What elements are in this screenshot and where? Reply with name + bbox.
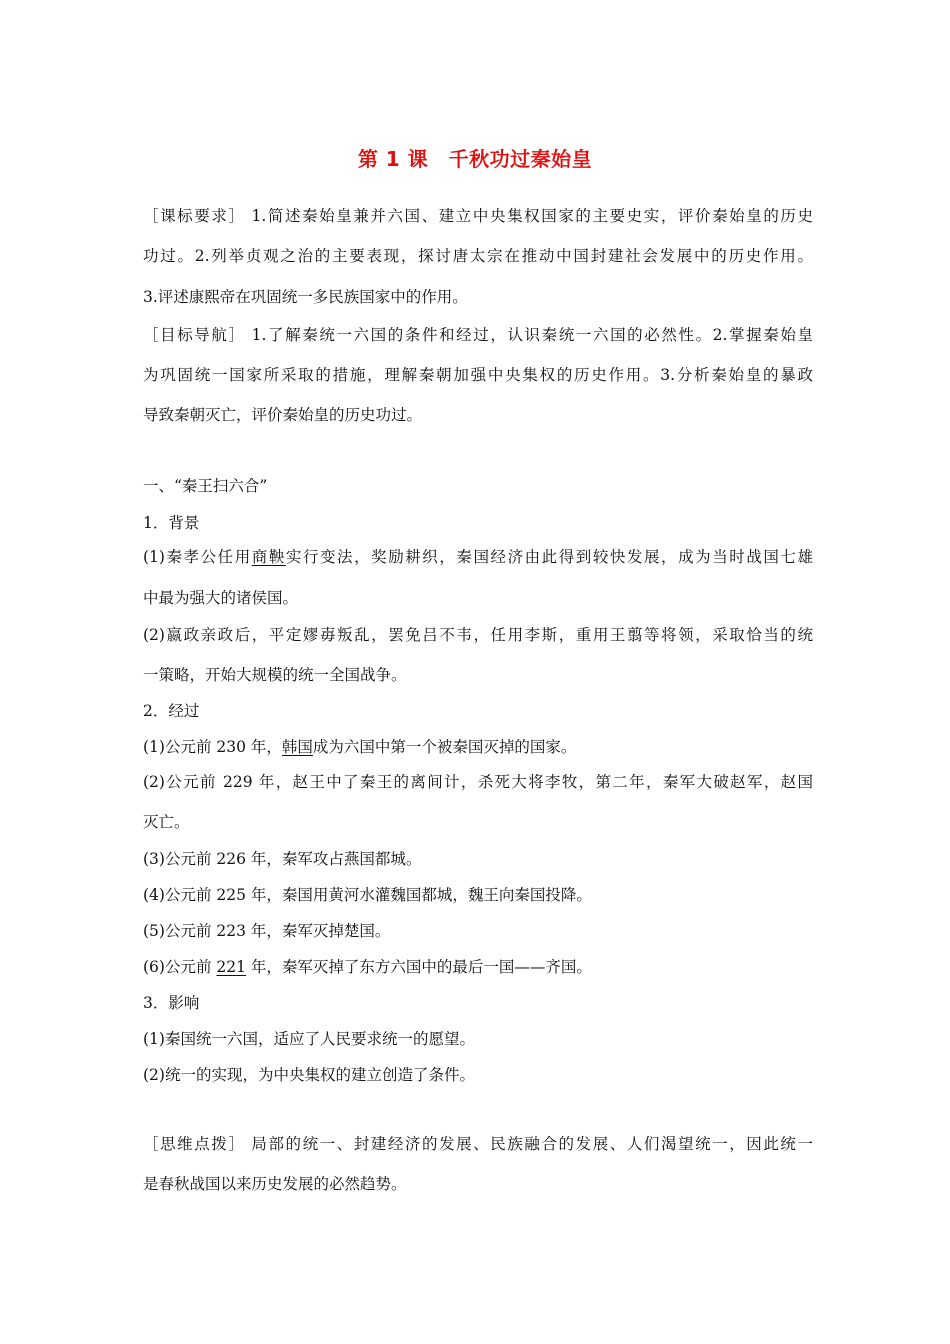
standards-line-2: 功过。2.列举贞观之治的主要表现，探讨唐太宗在推动中国封建社会发展中的历史作用。 xyxy=(143,247,813,265)
goals-line-3: 导致秦朝灭亡，评价秦始皇的历史功过。 xyxy=(143,406,423,424)
standards-line-1 xyxy=(143,206,813,226)
goals-line-1 xyxy=(143,325,813,345)
tip-text-1: 局部的统一、封建经济的发展、民族融合的发展、人们渴望统一，因此统一 xyxy=(251,1135,813,1153)
process-item-6 xyxy=(143,957,813,977)
background-p2-line-1: (2)嬴政亲政后，平定嫪毐叛乱，罢免吕不韦，任用李斯，重用王翦等将领，采取恰当的统 xyxy=(143,626,813,644)
impact-item-2: (2)统一的实现，为中央集权的建立创造了条件。 xyxy=(143,1066,475,1084)
background-p1-pre: (1)秦孝公任用 xyxy=(143,548,252,566)
process-item-1-post: 成为六国中第一个被秦国灭掉的国家。 xyxy=(312,738,577,756)
process-item-4: (4)公元前 225 年，秦国用黄河水灌魏国都城，魏王向秦国投降。 xyxy=(143,886,592,904)
han-state-underlined: 韩国 xyxy=(281,738,313,756)
process-item-6-post: 年，秦军灭掉了东方六国中的最后一国——齐国。 xyxy=(245,958,592,976)
standards-text-1: 1.简述秦始皇兼并六国、建立中央集权国家的主要史实，评价秦始皇的历史 xyxy=(251,207,813,225)
background-p2-line-2: 一策略，开始大规模的统一全国战争。 xyxy=(143,666,407,684)
impact-item-1: (1)秦国统一六国，适应了人民要求统一的愿望。 xyxy=(143,1030,475,1048)
process-item-2-line-1: (2)公元前 229 年，赵王中了秦王的离间计，杀死大将李牧，第二年，秦军大破赵军，赵国 xyxy=(143,773,813,791)
tip-line-2: 是春秋战国以来历史发展的必然趋势。 xyxy=(143,1175,407,1193)
background-heading: 1．背景 xyxy=(143,514,200,532)
year-221-underlined: 221 xyxy=(216,958,246,976)
process-heading: 2．经过 xyxy=(143,702,200,720)
process-item-3: (3)公元前 226 年，秦军攻占燕国都城。 xyxy=(143,850,422,868)
goals-tag: ［目标导航］ xyxy=(143,326,246,344)
goals-line-2: 为巩固统一国家所采取的措施，理解秦朝加强中央集权的历史作用。3.分析秦始皇的暴政 xyxy=(143,366,813,384)
process-item-6-pre: (6)公元前 xyxy=(143,958,217,976)
background-p1-post: 实行变法，奖励耕织，秦国经济由此得到较快发展，成为当时战国七雄 xyxy=(285,548,813,566)
shang-yang-underlined: 商鞅 xyxy=(251,548,286,566)
background-p1-line-2: 中最为强大的诸侯国。 xyxy=(143,589,299,607)
standards-tag: ［课标要求］ xyxy=(143,207,246,225)
tip-line-1 xyxy=(143,1134,813,1154)
section-heading: 一、“秦王扫六合” xyxy=(143,477,268,495)
background-p1-line-1 xyxy=(143,547,813,567)
lesson-title: 第 1 课 千秋功过秦始皇 xyxy=(357,147,593,171)
process-item-1-pre: (1)公元前 230 年， xyxy=(143,738,282,756)
standards-line-3: 3.评述康熙帝在巩固统一多民族国家中的作用。 xyxy=(143,288,468,306)
process-item-5: (5)公元前 223 年，秦军灭掉楚国。 xyxy=(143,922,391,940)
goals-text-1: 1.了解秦统一六国的条件和经过，认识秦统一六国的必然性。2.掌握秦始皇 xyxy=(251,326,813,344)
tip-tag: ［思维点拨］ xyxy=(143,1135,246,1153)
process-item-1 xyxy=(143,737,813,757)
impact-heading: 3．影响 xyxy=(143,994,200,1012)
process-item-2-line-2: 灭亡。 xyxy=(143,813,190,831)
